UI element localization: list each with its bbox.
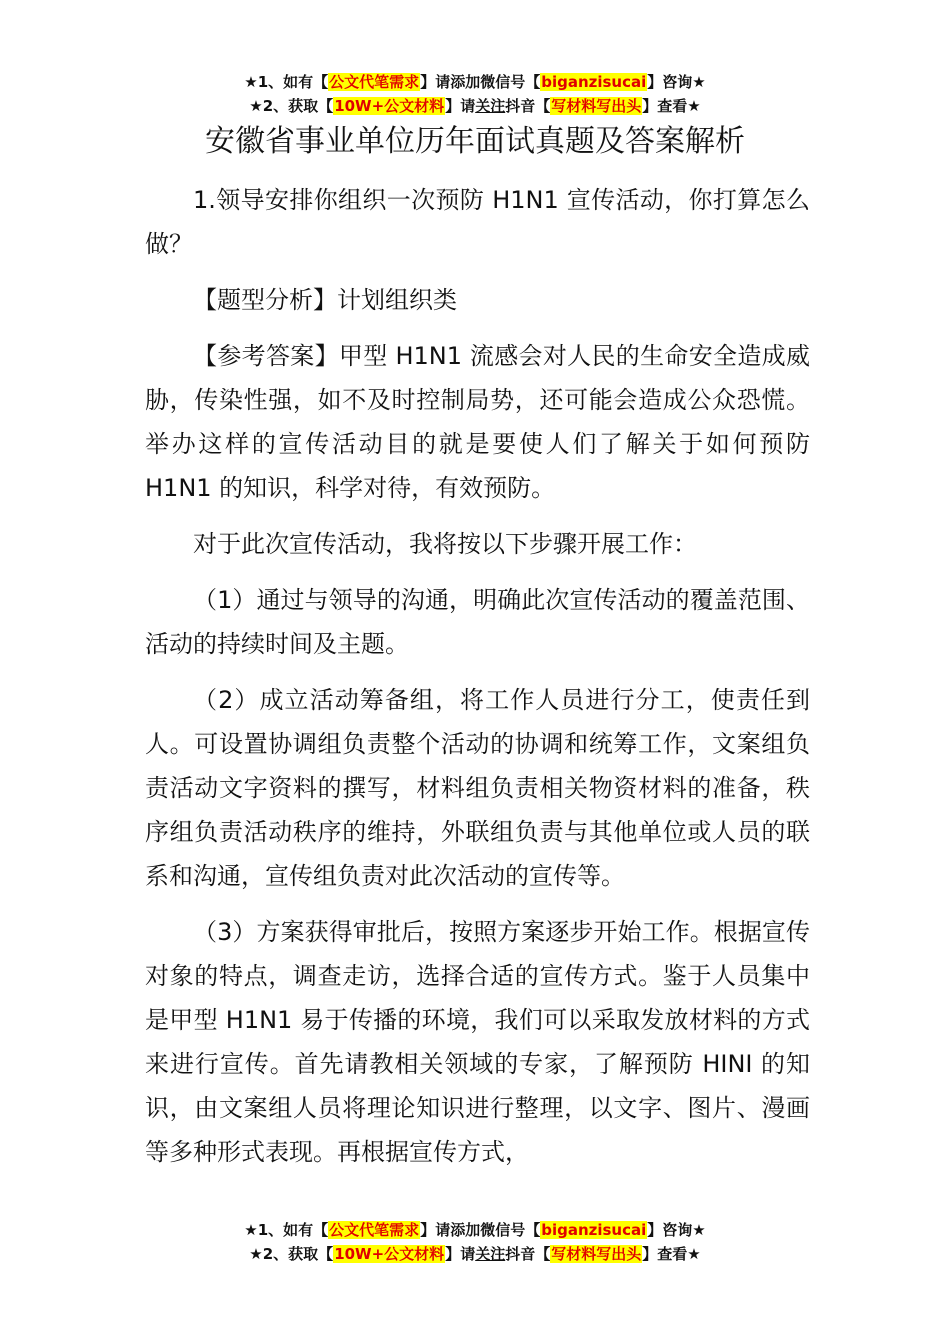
highlight-text: 公文代笔需求: [329, 1221, 420, 1239]
step-3-paragraph: （3）方案获得审批后，按照方案逐步开始工作。根据宣传对象的特点，调查走访，选择合适的宣传方式。鉴于人员集中是甲型 H1N1 易于传播的环境，我们可以采取发放材料的方式来进行宣传。首先请教相关领域的专家，了解预防 HINI 的知识，由文案组人员将理论知识进行整理，以文字、图片、漫画等多种形式表现。再根据宣传方式，: [145, 918, 810, 1166]
banner-text: 】请添加微信号【: [420, 73, 541, 91]
douyin-account-highlight: 写材料写出头: [551, 97, 642, 115]
banner-text: 】请: [445, 97, 476, 115]
analysis-paragraph: 【题型分析】计划组织类: [193, 286, 457, 314]
page-title: 安徽省事业单位历年面试真题及答案解析: [205, 124, 745, 159]
banner-text: 】请: [445, 1245, 476, 1263]
banner-text: ★1、如有【: [244, 73, 329, 91]
footer-banner-line-1: [0, 1218, 950, 1242]
underlined-text: 关注: [475, 97, 506, 115]
answer-paragraph: 【参考答案】甲型 H1N1 流感会对人民的生命安全造成威胁，传染性强，如不及时控制局势，还可能会造成公众恐慌。举办这样的宣传活动目的就是要使人们了解关于如何预防 H1N1 的知识，科学对待，有效预防。: [145, 342, 810, 502]
banner-text: ★2、获取【: [249, 97, 334, 115]
step-2-paragraph: （2）成立活动筹备组，将工作人员进行分工，使责任到人。可设置协调组负责整个活动的协调和统筹工作，文案组负责活动文字资料的撰写，材料组负责相关物资材料的准备，秩序组负责活动秩序的维持，外联组负责与其他单位或人员的联系和沟通，宣传组负责对此次活动的宣传等。: [145, 686, 810, 890]
banner-text: 】查看★: [642, 1245, 701, 1263]
douyin-account-highlight: 写材料写出头: [551, 1245, 642, 1263]
wechat-id-highlight: biganzisucai: [541, 1221, 647, 1239]
highlight-text: 10W+公文材料: [334, 97, 445, 115]
banner-text: 抖音【: [505, 97, 551, 115]
banner-text: ★1、如有【: [244, 1221, 329, 1239]
highlight-text: 10W+公文材料: [334, 1245, 445, 1263]
document-body: [145, 178, 810, 1174]
footer-banner-line-2: [0, 1242, 950, 1266]
question-paragraph: 1.领导安排你组织一次预防 H1N1 宣传活动，你打算怎么做？: [145, 186, 810, 258]
banner-text: 】查看★: [642, 97, 701, 115]
banner-text: 】请添加微信号【: [420, 1221, 541, 1239]
step-1-paragraph: （1）通过与领导的沟通，明确此次宣传活动的覆盖范围、活动的持续时间及主题。: [145, 586, 810, 658]
header-banner-line-2: [0, 94, 950, 118]
underlined-text: 关注: [475, 1245, 506, 1263]
banner-text: 】咨询★: [647, 73, 706, 91]
banner-text: 】咨询★: [647, 1221, 706, 1239]
banner-text: ★2、获取【: [249, 1245, 334, 1263]
steps-intro-paragraph: 对于此次宣传活动，我将按以下步骤开展工作：: [193, 530, 697, 558]
banner-text: 抖音【: [505, 1245, 551, 1263]
wechat-id-highlight: biganzisucai: [541, 73, 647, 91]
highlight-text: 公文代笔需求: [329, 73, 420, 91]
header-banner-line-1: [0, 70, 950, 94]
